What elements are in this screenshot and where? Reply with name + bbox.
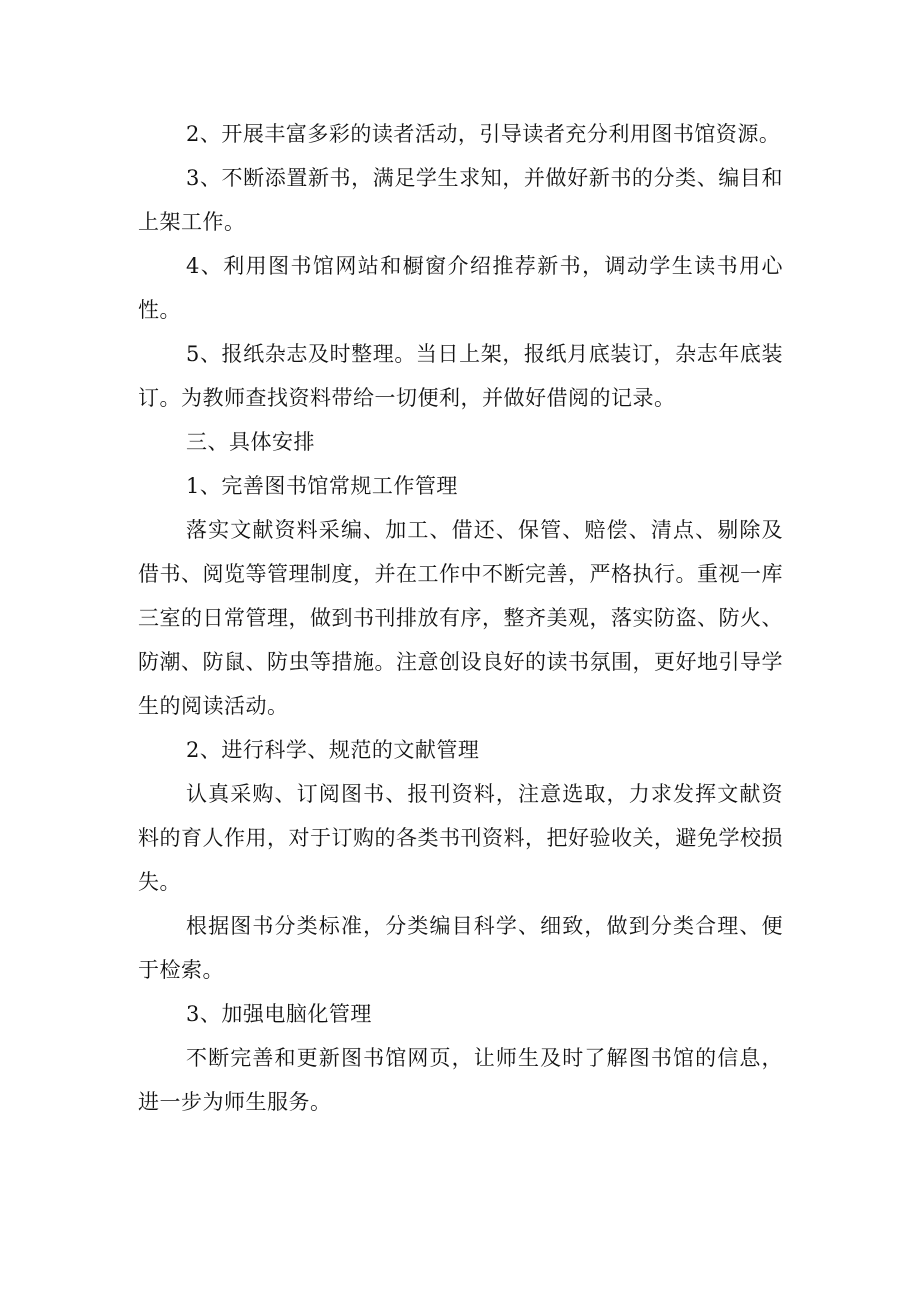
document-body	[138, 112, 783, 1124]
paragraph-reader-activities: 2、开展丰富多彩的读者活动，引导读者充分利用图书馆资源。	[186, 122, 781, 146]
paragraph-routine-management: 落实文献资料采编、加工、借还、保管、赔偿、清点、剔除及借书、阅览等管理制度，并在工作中不断完善，严格执行。重视一库三室的日常管理，做到书刊排放有序，整齐美观，落实防盗、防火、防潮、防鼠、防虫等措施。注意创设良好的读书氛围，更好地引导学生的阅读活动。	[138, 518, 783, 718]
paragraph-newspapers: 5、报纸杂志及时整理。当日上架，报纸月底装订，杂志年底装订。为教师查找资料带给一切便利，并做好借阅的记录。	[138, 342, 783, 410]
paragraph-recommend-books: 4、利用图书馆网站和橱窗介绍推荐新书，调动学生读书用心性。	[138, 254, 783, 322]
paragraph-new-books: 3、不断添置新书，满足学生求知，并做好新书的分类、编目和上架工作。	[138, 166, 783, 234]
subheading-routine-management: 1、完善图书馆常规工作管理	[186, 474, 458, 498]
paragraph-procurement: 认真采购、订阅图书、报刊资料，注意选取，力求发挥文献资料的育人作用，对于订购的各类书刊资料，把好验收关，避免学校损失。	[138, 782, 783, 894]
paragraph-website: 不断完善和更新图书馆网页，让师生及时了解图书馆的信息，进一步为师生服务。	[138, 1046, 783, 1114]
subheading-literature-management: 2、进行科学、规范的文献管理	[186, 738, 480, 762]
subheading-computerization: 3、加强电脑化管理	[186, 1002, 372, 1026]
section-heading-arrangement: 三、具体安排	[186, 430, 315, 454]
paragraph-classification: 根据图书分类标准，分类编目科学、细致，做到分类合理、便于检索。	[138, 914, 783, 982]
